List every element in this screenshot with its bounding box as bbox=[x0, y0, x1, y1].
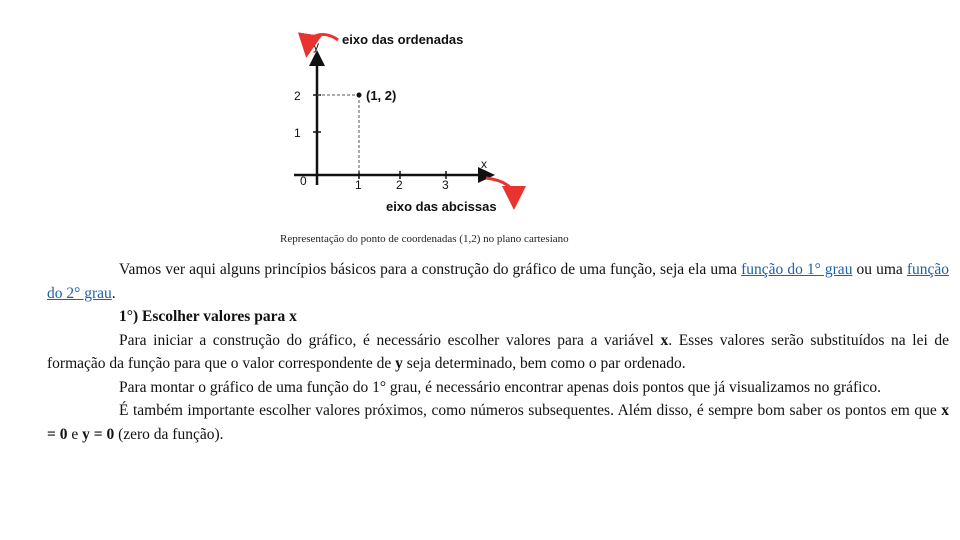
y-axis-title: eixo das ordenadas bbox=[342, 32, 464, 47]
origin-label: 0 bbox=[300, 174, 307, 188]
intro-paragraph: Vamos ver aqui alguns princípios básicos para a construção do gráfico de uma função, seja ela uma função do 1° grau ou uma função do 2° grau. bbox=[47, 261, 949, 302]
x-tick-label: 2 bbox=[396, 178, 403, 192]
x-tick-label: 1 bbox=[355, 178, 362, 192]
link-first-degree-function[interactable]: função do 1° grau bbox=[741, 261, 853, 278]
x-axis-title: eixo das abcissas bbox=[386, 199, 497, 214]
y-symbol: y bbox=[313, 39, 319, 53]
link-second-degree-function[interactable]: função do 2° grau bbox=[47, 261, 949, 302]
paragraph-two-points: Para montar o gráfico de uma função do 1° grau, é necessário encontrar apenas dois pontos que já visualizamos no gráfico. bbox=[119, 378, 881, 396]
article-body bbox=[47, 258, 949, 446]
cartesian-plane-figure bbox=[280, 20, 540, 220]
point-label: (1, 2) bbox=[366, 88, 397, 103]
x-tick-label: 3 bbox=[442, 178, 449, 192]
paragraph-choose-values: Para iniciar a construção do gráfico, é necessário escolher valores para a variável x. Esses valores serão substituídos na lei de formação da função para que o valor correspondente de y seja determinado, bem como o par ordenado. bbox=[47, 331, 949, 372]
red-curved-arrow-icon bbox=[486, 178, 514, 198]
point-marker bbox=[357, 93, 362, 98]
x-symbol: x bbox=[481, 157, 487, 171]
cartesian-plane bbox=[280, 20, 540, 220]
section-heading: 1°) Escolher valores para x bbox=[119, 308, 297, 325]
y-tick-label: 1 bbox=[294, 126, 301, 140]
paragraph-zero-points: É também importante escolher valores próximos, como números subsequentes. Além disso, é sempre bom saber os pontos em que x = 0 e y = 0 (zero da função). bbox=[47, 402, 949, 443]
figure-caption: Representação do ponto de coordenadas (1,2) no plano cartesiano bbox=[280, 233, 569, 245]
y-tick-label: 2 bbox=[294, 89, 301, 103]
